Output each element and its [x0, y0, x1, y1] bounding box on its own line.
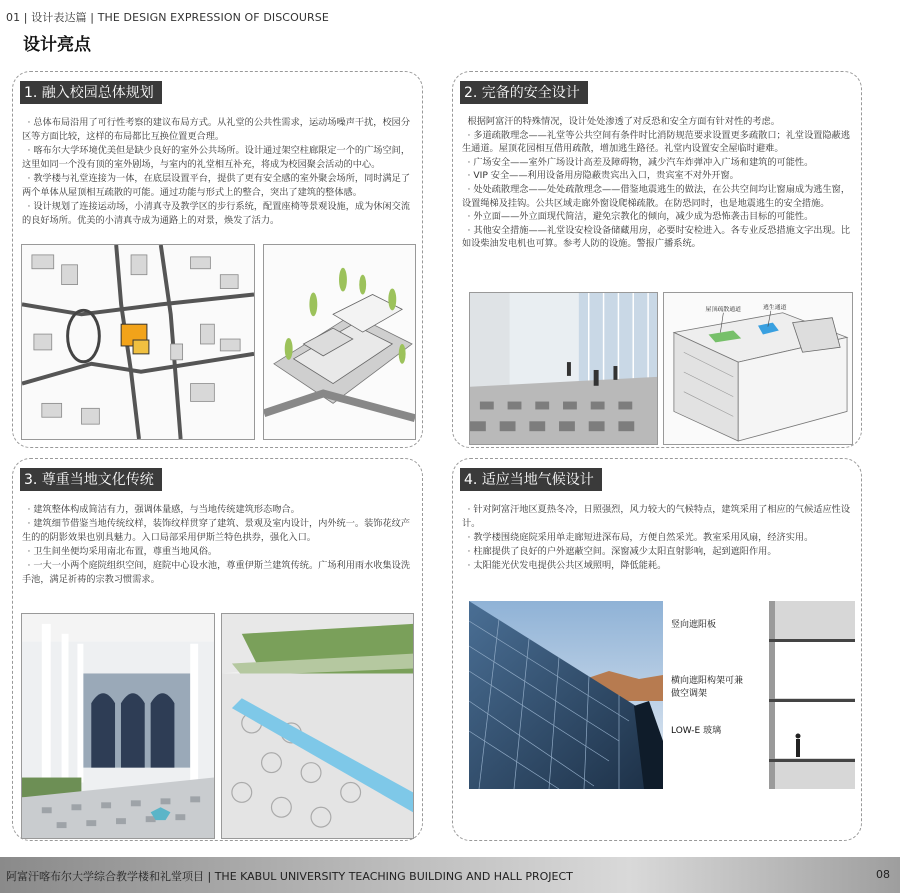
paragraph: · 太阳能光伏发电提供公共区域照明，降低能耗。	[467, 560, 667, 571]
paragraph: · 外立面——外立面现代简洁，避免宗教化的倾向，减少成为恐怖袭击目标的可能性。	[467, 211, 814, 223]
page-title: 设计亮点	[23, 35, 91, 55]
section-title: 4. 适应当地气候设计	[460, 468, 602, 491]
paragraph: · 一大一小两个庭院组织空间，庭院中心设水池，尊重伊斯兰建筑传统。广场利用雨水收集设洗手池，满足祈祷的宗教习惯需求。	[22, 560, 411, 585]
section-title: 1. 融入校园总体规划	[20, 81, 162, 104]
paragraph: 根据阿富汗的特殊情况，设计处处渗透了对反恐和安全方面有针对性的考虑。	[467, 116, 780, 127]
paragraph: · 总体布局沿用了可行性考察的建议布局方式。从礼堂的公共性需求，运动场噪声干扰，校园分区等方面比较，这样的布局都比互换位置更合理。	[22, 117, 411, 142]
paragraph: · 教学楼与礼堂连接为一体，在底层设置平台，提供了更有安全感的室外聚会场所，同时满足了两个单体从屋顶相互疏散的可能。通过功能与形式上的整合，突出了建筑的整体感。	[22, 173, 411, 198]
panel-safety-design	[452, 71, 862, 448]
paragraph: · 教学楼围绕庭院采用单走廊短进深布局，方便自然采光。教室采用风扇，经济实用。	[467, 532, 814, 543]
section-title: 2. 完备的安全设计	[460, 81, 588, 104]
paragraph: · 喀布尔大学环境优美但是缺少良好的室外公共场所。设计通过架空柱廊限定一个的广场空间，这里如同一个没有顶的室外剧场，与室内的礼堂相互补充，将成为校园聚会活动的中心。	[22, 145, 411, 170]
section-body	[462, 503, 852, 573]
section-title: 3. 尊重当地文化传统	[20, 468, 162, 491]
pattern-plaza-render-image	[221, 613, 414, 839]
panel-climate-design	[452, 458, 862, 841]
paragraph: · 广场安全——室外广场设计高差及障碍物，减少汽车炸弹冲入广场和建筑的可能性。	[467, 156, 814, 168]
aerial-render-image	[263, 244, 416, 440]
courtyard-render-image	[21, 613, 215, 839]
label-escape-route: 逃生通道	[762, 304, 787, 311]
footer-project-title: 阿富汗喀布尔大学综合教学楼和礼堂项目 | THE KABUL UNIVERSITY TEACHING BUILDING AND HALL PROJECT	[6, 870, 573, 883]
label-roof-evacuation: 屋顶疏散通道	[705, 306, 742, 313]
label-horizontal-sunshade: 横向遮阳构架可兼做空调架	[671, 676, 744, 699]
paragraph: · 建筑整体构成简洁有力，强调体量感，与当地传统建筑形态吻合。	[27, 504, 300, 515]
footer-bar	[0, 857, 900, 893]
plaza-render-image	[469, 292, 658, 445]
evacuation-diagram-image	[663, 292, 853, 445]
paragraph: · 针对阿富汗地区夏热冬冷，日照强烈，风力较大的气候特点，建筑采用了相应的气候适应性设计。	[462, 504, 851, 529]
panel-campus-planning	[12, 71, 423, 448]
site-plan-image	[21, 244, 255, 440]
page-number: 08	[876, 868, 890, 881]
paragraph: · 设计规划了连接运动场，小清真寺及教学区的步行系统，配置座椅等景观设施，成为休闲交流的良好场所。优美的小清真寺成为通路上的对景，焕发了活力。	[22, 201, 411, 226]
header-title: 01 | 设计表达篇 | THE DESIGN EXPRESSION OF DISCOURSE	[6, 11, 329, 24]
section-body	[22, 116, 412, 228]
label-vertical-sunshade: 竖向遮阳板	[671, 620, 717, 630]
sunshade-section-diagram	[667, 601, 855, 789]
paragraph: · VIP 安全——利用设备用房隐蔽贵宾出入口，贵宾室不对外开窗。	[467, 170, 739, 182]
panel-local-culture	[12, 458, 423, 841]
paragraph: · 处处疏散理念——处处疏散理念——借鉴地震逃生的做法，在公共空间均让窗扇成为逃生窗，设置绳梯及挂钩。公共区域走廊外窗设爬梯疏散。在防恐同时，也是地震逃生的安全措施。	[462, 183, 851, 209]
paragraph: · 柱廊提供了良好的户外遮蔽空间。深窗减少太阳直射影响，起到遮阳作用。	[467, 546, 777, 557]
paragraph: · 其他安全措施——礼堂设安检设备储藏用房，必要时安检进入。各专业反恐措施文字出现。比如设柴油发电机也可算。参考人防的设施。警报广播系统。	[462, 224, 851, 250]
paragraph: · 建筑细节借鉴当地传统纹样，装饰纹样贯穿了建筑、景观及室内设计，内外统一。装饰花纹产生的的阴影效果也别具魅力。入口局部采用伊斯兰特色拱券，强化入口。	[22, 518, 411, 543]
paragraph: · 多道疏散理念——礼堂等公共空间有条件时比消防规范要求设置更多疏散口；礼堂设置隐蔽逃生通道。屋顶花园相互借用疏散，增加逃生路径。礼堂内设置安全屋临时避难。	[462, 129, 851, 155]
label-low-e-glass: LOW-E 玻璃	[671, 726, 722, 736]
paragraph: · 卫生间坐便均采用南北布置，尊重当地风俗。	[27, 546, 218, 557]
section-body	[22, 503, 412, 587]
solar-panel-photo	[469, 601, 663, 789]
section-body	[462, 115, 852, 251]
